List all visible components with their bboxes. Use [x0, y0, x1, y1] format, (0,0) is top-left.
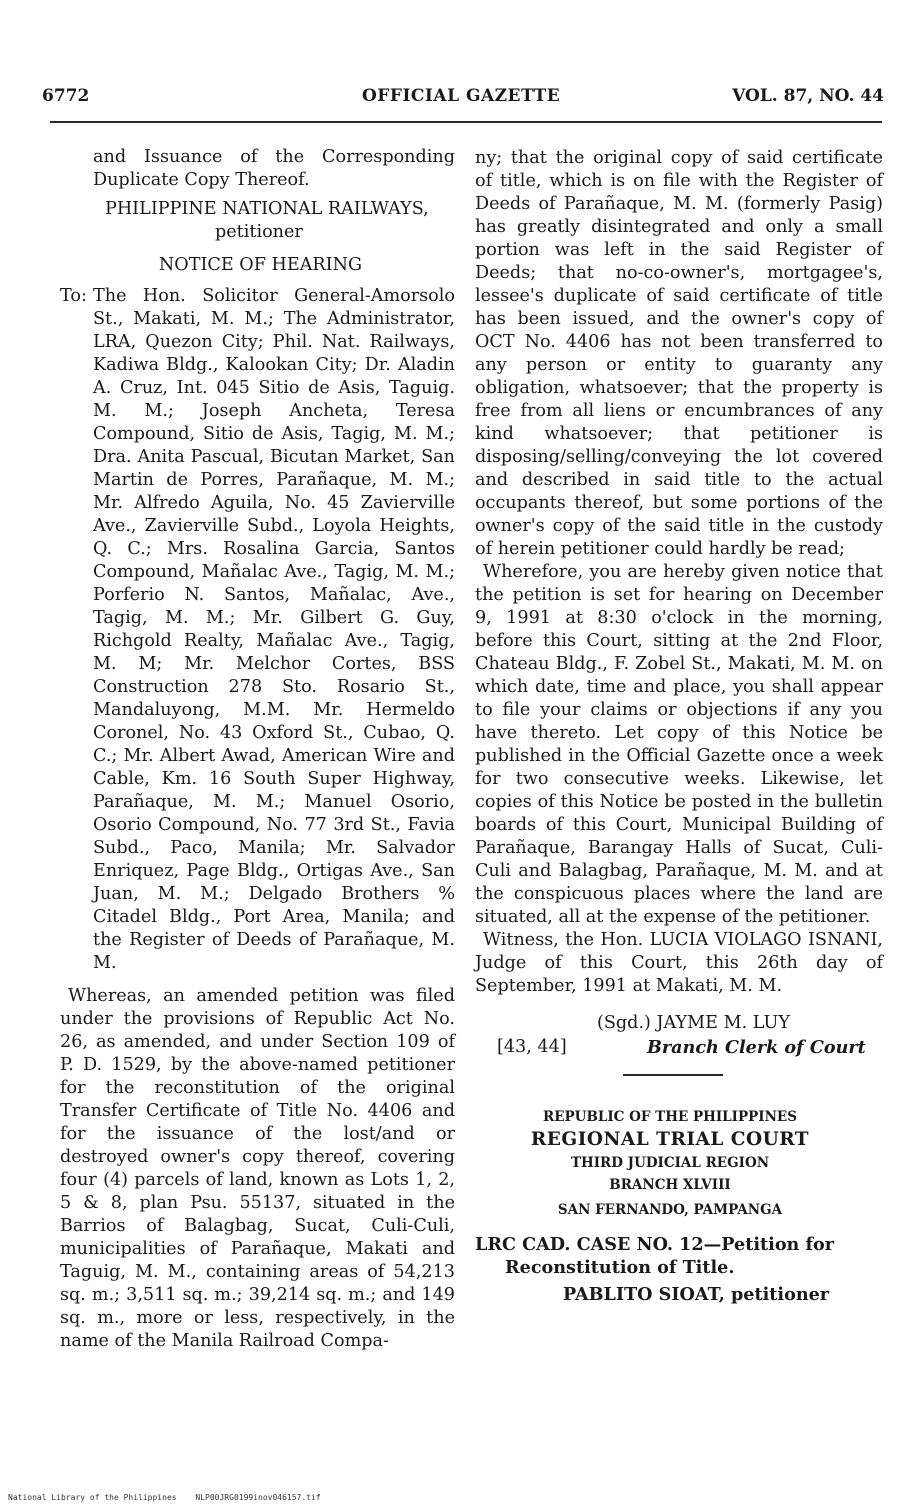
case-title: LRC CAD. CASE NO. 12—Petition for Reconstitution of Title.	[475, 1234, 835, 1278]
footer-source: National Library of the Philippines	[8, 1493, 177, 1502]
petitioner-name: PHILIPPINE NATIONAL RAILWAYS,	[105, 199, 429, 219]
left-column	[60, 146, 455, 1353]
notice-heading: NOTICE OF HEARING	[158, 255, 363, 275]
section-divider	[623, 1074, 723, 1076]
volume-issue: VOL. 87, NO. 44	[732, 86, 884, 106]
issue-reference: [43, 44]	[497, 1037, 567, 1057]
addressees	[60, 285, 455, 975]
branch-heading: BRANCH XLVIII	[609, 1177, 731, 1193]
republic-heading: REPUBLIC OF THE PHILIPPINES	[543, 1109, 797, 1125]
signatory: (Sgd.) JAYME M. LUY	[597, 1013, 790, 1033]
duplicate-copy-line: and Issuance of the Corresponding Duplicate Copy Thereof.	[93, 147, 455, 190]
petitioner-label: petitioner	[215, 222, 303, 242]
region-heading: THIRD JUDICIAL REGION	[570, 1155, 770, 1171]
publication-title: OFFICIAL GAZETTE	[362, 86, 561, 106]
location-heading: SAN FERNANDO, PAMPANGA	[557, 1202, 783, 1218]
page-header	[42, 86, 884, 116]
whereas-paragraph: Whereas, an amended petition was filed under the provisions of Republic Act No. 26, as amended, and under Section 109 of P. D. 1529, by the above-named petitioner for the reconstitution of the original Transfer Certificate of Title No. 4406 and for the issuance of the lost/and or destroyed owner's copy thereof, covering four (4) parcels of land, known as Lots 1, 2, 5 & 8, plan Psu. 55137, situated in the Barrios of Balagbag, Sucat, Culi-Culi, municipalities of Parañaque, Makati and Taguig, M. M., containing areas of 54,213 sq. m.; 3,511 sq. m.; 39,214 sq. m.; and 149 sq. m., more or less, respectively, in the name of the Manila Railroad Compa-	[60, 986, 455, 1351]
header-rule	[50, 121, 882, 123]
continuation-paragraph: ny; that the original copy of said certificate of title, which is on file with the Register of Deeds of Parañaque, M. M. (formerly Pasig) has greatly disintegrated and only a small portion was left in the said Register of Deeds; that no-co-owner's, mortgagee's, lessee's duplicate of said certificate of title has been issued, and the owner's copy of OCT No. 4406 has not been transferred to any person or entity to guaranty any obligation, whatsoever; that the property is free from all liens or encumbrances of any kind whatsoever; that petitioner is disposing/selling/conveying the lot covered and described in said title to the actual occupants thereof, but some portions of the owner's copy of the said title in the custody of herein petitioner could hardly be read;	[475, 148, 883, 559]
page-number: 6772	[42, 86, 90, 106]
signature-block	[475, 1012, 883, 1062]
wherefore-paragraph: Wherefore, you are hereby given notice that the petition is set for hearing on December 9, 1991 at 8:30 o'clock in the morning, before this Court, sitting at the 2nd Floor, Chateau Bldg., F. Zobel St., Makati, M. M. on which date, time and place, you shall appear to file your claims or objections if any you have thereto. Let copy of this Notice be published in the Official Gazette once a week for two consecutive weeks. Likewise, let copies of this Notice be posted in the bulletin boards of this Court, Municipal Building of Parañaque, Barangay Halls of Sucat, Culi-Culi and Balagbag, Parañaque, M. M. and at the conspicuous places where the land are situated, all at the expense of the petitioner.	[475, 562, 883, 927]
next-petitioner: PABLITO SIOAT, petitioner	[563, 1284, 830, 1305]
court-heading: REGIONAL TRIAL COURT	[530, 1129, 810, 1150]
clerk-title: Branch Clerk of Court	[647, 1037, 866, 1058]
scan-footer	[8, 1493, 335, 1502]
witness-paragraph: Witness, the Hon. LUCIA VIOLAGO ISNANI, Judge of this Court, this 26th day of September, 1991 at Makati, M. M.	[475, 930, 883, 996]
addressee-list: The Hon. Solicitor General-Amorsolo St., Makati, M. M.; The Administrator, LRA, Quezon City; Phil. Nat. Railways, Kadiwa Bldg., Kalookan City; Dr. Aladin A. Cruz, Int. 045 Sitio de Asis, Taguig. M. M.; Joseph Ancheta, Teresa Compound, Sitio de Asis, Tagig, M. M.; Dra. Anita Pascual, Bicutan Market, San Martin de Porres, Parañaque, M. M.; Mr. Alfredo Aguila, No. 45 Zavierville Ave., Zavierville Subd., Loyola Heights, Q. C.; Mrs. Rosalina Garcia, Santos Compound, Mañalac Ave., Tagig, M. M.; Porferio N. Santos, Mañalac, Ave., Tagig, M. M.; Mr. Gilbert G. Guy, Richgold Realty, Mañalac Ave., Tagig, M. M; Mr. Melchor Cortes, BSS Construction 278 Sto. Rosario St., Mandaluyong, M.M. Mr. Hermeldo Coronel, No. 43 Oxford St., Cubao, Q. C.; Mr. Albert Awad, American Wire and Cable, Km. 16 South Super Highway, Parañaque, M. M.; Manuel Osorio, Osorio Compound, No. 77 3rd St., Favia Subd., Paco, Manila; Mr. Salvador Enriquez, Page Bldg., Ortigas Ave., San Juan, M. M.; Delgado Brothers % Citadel Bldg., Port Area, Manila; and the Register of Deeds of Parañaque, M. M.	[93, 286, 455, 973]
right-column	[475, 147, 883, 1306]
to-label: To:	[60, 286, 87, 306]
footer-file: NLP00JRG0199inov046157.tif	[195, 1493, 321, 1502]
